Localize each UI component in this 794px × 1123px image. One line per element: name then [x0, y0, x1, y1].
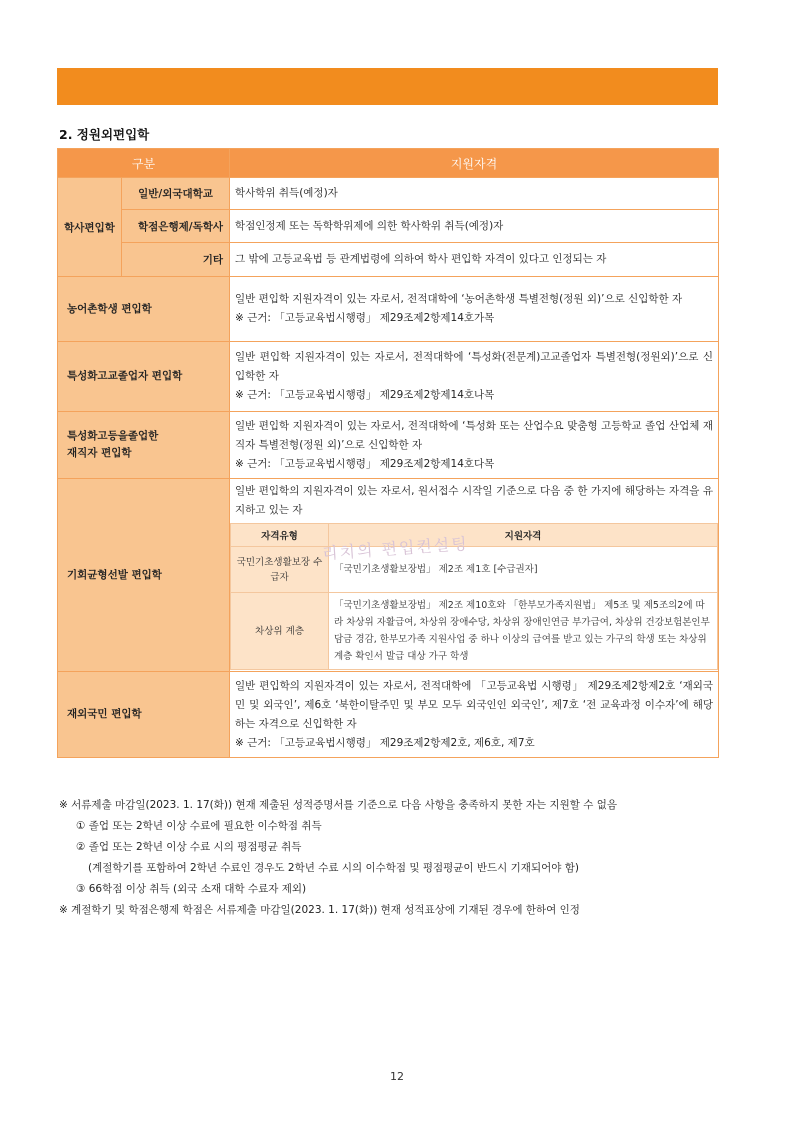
special-hs-category: 특성화고교졸업자 편입학 — [58, 342, 230, 412]
bachelor-sub-credit-bank: 학점은행제/독학사 — [122, 210, 230, 243]
farm-desc: 일반 편입학 지원자격이 있는 자로서, 전적대학에 ‘농어촌학생 특별전형(정원 외)’으로 신입학한 자 — [235, 293, 683, 305]
employed-desc: 일반 편입학 지원자격이 있는 자로서, 전적대학에 ‘특성화 또는 산업수요 맞춤형 고등학교 졸업 산업체 재직자 특별전형(정원 외)’으로 신입학한 자 — [235, 419, 713, 451]
overseas-note: ※ 근거: 「고등교육법시행령」 제29조제2항제2호, 제6호, 제7호 — [235, 736, 535, 749]
table-row — [58, 479, 719, 672]
table-row — [58, 243, 719, 277]
special-hs-note: ※ 근거: 「고등교육법시행령」 제29조제2항제14호나목 — [235, 389, 495, 401]
inner-qual-near-poverty: 「국민기초생활보장법」 제2조 제10호와 「한부모가족지원법」 제5조 및 제5조의2에 따라 차상위 자활급여, 차상위 장애수당, 차상위 장애인연금 부가급여, 차상위 건강보험본인부담금 경감, 한부모가족 지원사업 중 하나 이상의 급여를 받고 있는 가구의 학생 또는 차상위계층 확인서 발급 대상 가구 학생 — [329, 593, 718, 670]
overseas-category: 재외국민 편입학 — [58, 672, 230, 758]
footnote-item-2: ② 졸업 또는 2학년 이상 수료 시의 평점평균 취득 — [76, 841, 302, 853]
header-category: 구분 — [58, 149, 230, 178]
equal-inner-table — [230, 523, 718, 670]
special-hs-desc-cell — [230, 342, 719, 412]
bachelor-desc-other: 그 밖에 고등교육법 등 관계법령에 의하여 학사 편입학 자격이 있다고 인정되는 자 — [230, 243, 719, 277]
inner-type-near-poverty: 차상위 계층 — [231, 593, 329, 670]
page-number: 12 — [390, 1070, 404, 1083]
bachelor-desc-credit-bank: 학점인정제 또는 독학학위제에 의한 학사학위 취득(예정)자 — [230, 210, 719, 243]
table-row — [58, 412, 719, 479]
table-row — [58, 178, 719, 210]
employed-category-line2: 재직자 편입학 — [67, 447, 132, 459]
footnote-item-1: ① 졸업 또는 2학년 이상 수료에 필요한 이수학점 취득 — [76, 820, 322, 832]
bachelor-desc-general: 학사학위 취득(예정)자 — [230, 178, 719, 210]
watermark: 리치의 편입컨설팅 — [321, 533, 470, 564]
special-hs-desc: 일반 편입학 지원자격이 있는 자로서, 전적대학에 ‘특성화(전문계)고교졸업자 특별전형(정원외)’으로 신입학한 자 — [235, 351, 713, 382]
header-qualification: 지원자격 — [230, 149, 719, 178]
table-header-row — [58, 149, 719, 178]
bachelor-sub-general: 일반/외국대학교 — [122, 178, 230, 210]
employed-desc-cell — [230, 412, 719, 479]
admission-table — [57, 148, 719, 758]
table-row — [58, 342, 719, 412]
farm-desc-cell — [230, 277, 719, 342]
inner-header-qual: 지원자격 — [329, 524, 718, 547]
footnote-item-3: ③ 66학점 이상 취득 (외국 소재 대학 수료자 제외) — [76, 883, 307, 895]
farm-category: 농어촌학생 편입학 — [58, 277, 230, 342]
table-row — [58, 210, 719, 243]
footnote-last: ※ 계절학기 및 학점은행제 학점은 서류제출 마감일(2023. 1. 17(화)) 현재 성적표상에 기재된 경우에 한하여 인정 — [59, 904, 580, 916]
footnote-item-2-note: (계절학기를 포함하여 2학년 수료인 경우도 2학년 수료 시의 이수학점 및 평점평균이 반드시 기재되어야 함) — [88, 862, 579, 874]
table-row — [58, 277, 719, 342]
overseas-desc-cell — [230, 672, 719, 758]
inner-header-type: 자격유형 — [231, 524, 329, 547]
equal-category: 기회균형선발 편입학 — [58, 479, 230, 672]
bachelor-category: 학사편입학 — [58, 178, 122, 277]
inner-type-basic: 국민기초생활보장 수급자 — [231, 547, 329, 593]
farm-note: ※ 근거: 「고등교육법시행령」 제29조제2항제14호가목 — [235, 312, 495, 324]
table-row — [58, 672, 719, 758]
equal-desc: 일반 편입학의 지원자격이 있는 자로서, 원서접수 시작일 기준으로 다음 중 한 가지에 해당하는 자격을 유지하고 있는 자 — [235, 485, 713, 516]
equal-cell — [230, 479, 719, 672]
inner-qual-basic: 「국민기초생활보장법」 제2조 제1호 [수급권자] — [329, 547, 718, 593]
section-title: 2. 정원외편입학 — [59, 127, 150, 142]
employed-category — [58, 412, 230, 479]
bachelor-sub-other: 기타 — [122, 243, 230, 277]
footnote-main: ※ 서류제출 마감일(2023. 1. 17(화)) 현재 제출된 성적증명서를 기준으로 다음 사항을 충족하지 못한 자는 지원할 수 없음 — [59, 799, 618, 811]
overseas-desc: 일반 편입학의 지원자격이 있는 자로서, 전적대학에 「고등교육법 시행령」 제29조제2항제2호 ‘재외국민 및 외국인’, 제6호 ‘북한이탈주민 및 부모 모두 외국인인 외국인’, 제7호 ‘전 교육과정 이수자’에 해당하는 자격으로 신입학한 자 — [235, 679, 713, 730]
header-bar — [57, 68, 718, 105]
footnotes — [59, 795, 724, 921]
employed-category-line1: 특성화고등을졸업한 — [67, 430, 159, 442]
employed-note: ※ 근거: 「고등교육법시행령」 제29조제2항제14호다목 — [235, 457, 495, 470]
